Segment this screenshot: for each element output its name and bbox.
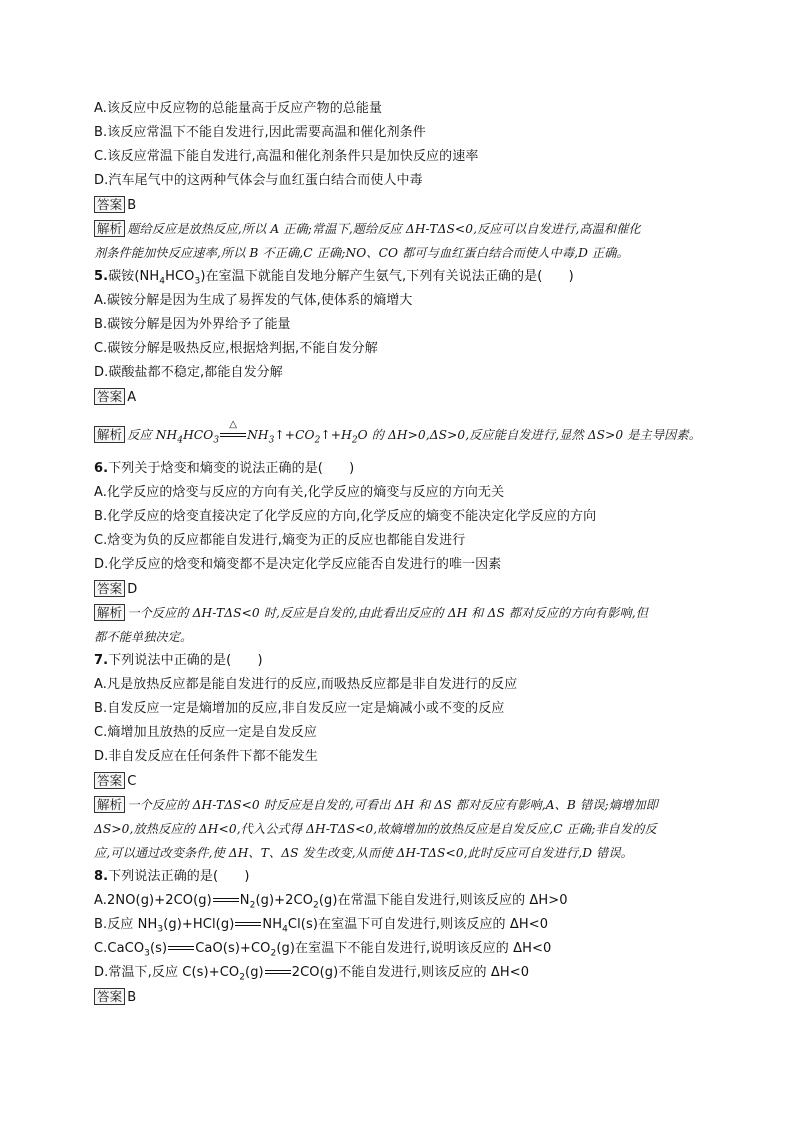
answer-tag: 答案 — [94, 388, 125, 405]
q7-option-d: D.非自发反应在任何条件下都不能发生 — [94, 749, 318, 764]
subscript: 4 — [282, 924, 288, 935]
q8-b-text: (g)+HCl(g) — [163, 917, 235, 932]
q5-expl-text: NH — [247, 428, 269, 442]
q5-answer — [94, 388, 136, 407]
q8-c-text: CaO(s)+CO — [195, 941, 271, 956]
q8-option-d — [94, 964, 529, 987]
explanation-text: 一个反应的 ΔH-TΔS<0 时反应是自发的,可看出 ΔH 和 ΔS 都对反应有影响,A、B 错误;熵增加即 — [127, 798, 658, 812]
explanation-tag: 解析 — [94, 604, 125, 621]
q8-d-text: D.常温下,反应 C(s)+CO — [94, 965, 240, 980]
q6-answer — [94, 580, 137, 599]
answer-value: D — [127, 582, 138, 597]
q7-option-c: C.熵增加且放热的反应一定是自发反应 — [94, 725, 318, 740]
question-number: 8. — [94, 869, 109, 884]
answer-tag: 答案 — [94, 196, 125, 213]
q4-explanation-line-2: 剂条件能加快反应速率,所以 B 不正确,C 正确;NO、CO 都可与血红蛋白结合而使人中毒,D 正确。 — [94, 246, 629, 260]
q6-option-c: C.焓变为负的反应都能自发进行,熵变为正的反应也都能自发进行 — [94, 533, 466, 548]
answer-value: A — [127, 390, 137, 405]
answer-value: B — [127, 990, 137, 1005]
q8-option-c — [94, 940, 551, 963]
q5-expl-text: 反应 NH — [127, 428, 178, 442]
subscript: 3 — [144, 948, 150, 959]
q8-a-text: (g)+2CO — [255, 893, 314, 908]
reaction-arrow-heat — [220, 419, 246, 441]
q8-option-a — [94, 892, 568, 915]
q6-option-b: B.化学反应的焓变直接决定了化学反应的方向,化学反应的熵变不能决定化学反应的方向 — [94, 509, 597, 524]
q8-a-text: (g)在常温下能自发进行,则该反应的 ΔH>0 — [318, 893, 568, 908]
q5-expl-text: ↑+H — [320, 428, 352, 442]
q5-expl-text: O 的 ΔH>0,ΔS>0,反应能自发进行,显然 ΔS>0 是主导因素。 — [357, 428, 701, 442]
q6-stem-text: 下列关于焓变和熵变的说法正确的是( ) — [108, 461, 355, 476]
q8-c-text: (s) — [150, 941, 168, 956]
q5-stem-text-b: HCO — [165, 269, 195, 284]
q4-option-b: B.该反应常温下不能自发进行,因此需要高温和催化剂条件 — [94, 125, 426, 140]
subscript: 3 — [268, 435, 275, 446]
explanation-tag: 解析 — [94, 796, 125, 813]
q6-option-d: D.化学反应的焓变和熵变都不是决定化学反应能否自发进行的唯一因素 — [94, 557, 502, 572]
subscript: 2 — [249, 900, 256, 911]
q8-a-text: N — [239, 893, 250, 908]
q4-option-c: C.该反应常温下能自发进行,高温和催化剂条件只是加快反应的速率 — [94, 149, 479, 164]
answer-tag: 答案 — [94, 580, 125, 597]
q7-option-b: B.自发反应一定是熵增加的反应,非自发反应一定是熵减小或不变的反应 — [94, 701, 505, 716]
answer-value: B — [127, 198, 137, 213]
q5-option-c: C.碳铵分解是吸热反应,根据焓判据,不能自发分解 — [94, 341, 378, 356]
explanation-tag: 解析 — [94, 426, 125, 443]
question-number: 7. — [94, 653, 109, 668]
q7-stem — [94, 652, 263, 670]
q8-stem-text: 下列说法正确的是( ) — [108, 869, 250, 884]
subscript: 2 — [314, 435, 321, 446]
subscript: 2 — [270, 948, 277, 959]
subscript: 3 — [213, 435, 220, 446]
answer-tag: 答案 — [94, 772, 125, 789]
q8-stem — [94, 868, 250, 886]
q5-stem-text-a: 碳铵(NH — [108, 269, 160, 284]
q5-expl-text: HCO — [183, 428, 214, 442]
reaction-arrow — [265, 964, 291, 978]
explanation-text: 一个反应的 ΔH-TΔS<0 时,反应是自发的,由此看出反应的 ΔH 和 ΔS 都对反应的方向有影响,但 — [127, 606, 649, 620]
subscript: 2 — [239, 972, 246, 983]
subscript: 2 — [313, 900, 319, 911]
question-number: 6. — [94, 461, 109, 476]
subscript: 3 — [194, 276, 201, 287]
q8-b-text: NH — [262, 917, 283, 932]
q8-c-text: (g)在室温下不能自发进行,说明该反应的 ΔH<0 — [276, 941, 552, 956]
reaction-arrow — [235, 916, 261, 930]
subscript: 4 — [177, 435, 184, 446]
subscript: 4 — [159, 276, 166, 287]
reaction-arrow — [168, 940, 194, 954]
answer-value: C — [127, 774, 137, 789]
explanation-text: 题给反应是放热反应,所以 A 正确;常温下,题给反应 ΔH-TΔS<0,反应可以自发进行,高温和催化 — [127, 222, 641, 236]
q5-stem — [94, 268, 574, 291]
q7-explanation-line-3: 应,可以通过改变条件,使 ΔH、T、ΔS 发生改变,从而使 ΔH-TΔS<0,此时反应可自发进行,D 错误。 — [94, 846, 633, 860]
q6-explanation-line-1 — [94, 604, 648, 622]
q5-option-a: A.碳铵分解是因为生成了易挥发的气体,使体系的熵增大 — [94, 293, 413, 308]
q7-stem-text: 下列说法中正确的是( ) — [108, 653, 263, 668]
q7-answer — [94, 772, 136, 791]
q8-b-text: B.反应 NH — [94, 917, 158, 932]
explanation-tag: 解析 — [94, 220, 125, 237]
subscript: 2 — [351, 435, 358, 446]
q8-c-text: C.CaCO — [94, 941, 145, 956]
q5-option-b: B.碳铵分解是因为外界给予了能量 — [94, 317, 291, 332]
q8-answer — [94, 988, 136, 1007]
q4-option-a: A.该反应中反应物的总能量高于反应产物的总能量 — [94, 101, 383, 116]
q7-explanation-line-2: ΔS>0,放热反应的 ΔH<0,代入公式得 ΔH-TΔS<0,故熵增加的放热反应是自发反应,C 正确;非自发的反 — [94, 822, 657, 836]
q5-stem-text-c: )在室温下就能自发地分解产生氨气,下列有关说法正确的是( ) — [200, 269, 574, 284]
q5-explanation — [94, 419, 701, 449]
q4-answer — [94, 196, 136, 215]
heat-condition: △ — [229, 419, 238, 430]
q4-option-d: D.汽车尾气中的这两种气体会与血红蛋白结合而使人中毒 — [94, 173, 423, 188]
answer-tag: 答案 — [94, 988, 125, 1005]
q4-explanation-line-1 — [94, 220, 641, 238]
question-number: 5. — [94, 269, 109, 284]
q8-a-text: A.2NO(g)+2CO(g) — [94, 893, 212, 908]
q6-explanation-line-2: 都不能单独决定。 — [94, 630, 193, 644]
q6-option-a: A.化学反应的焓变与反应的方向有关,化学反应的熵变与反应的方向无关 — [94, 485, 505, 500]
q5-option-d: D.碳酸盐都不稳定,都能自发分解 — [94, 365, 283, 380]
q7-option-a: A.凡是放热反应都是能自发进行的反应,而吸热反应都是非自发进行的反应 — [94, 677, 518, 692]
q6-stem — [94, 460, 354, 478]
q8-option-b — [94, 916, 548, 939]
reaction-arrow — [213, 892, 239, 906]
q8-b-text: Cl(s)在室温下可自发进行,则该反应的 ΔH<0 — [287, 917, 549, 932]
subscript: 3 — [157, 924, 164, 935]
q8-d-text: 2CO(g)不能自发进行,则该反应的 ΔH<0 — [291, 965, 530, 980]
q7-explanation-line-1 — [94, 796, 658, 814]
q8-d-text: (g) — [245, 965, 264, 980]
q5-expl-text: ↑+CO — [274, 428, 315, 442]
